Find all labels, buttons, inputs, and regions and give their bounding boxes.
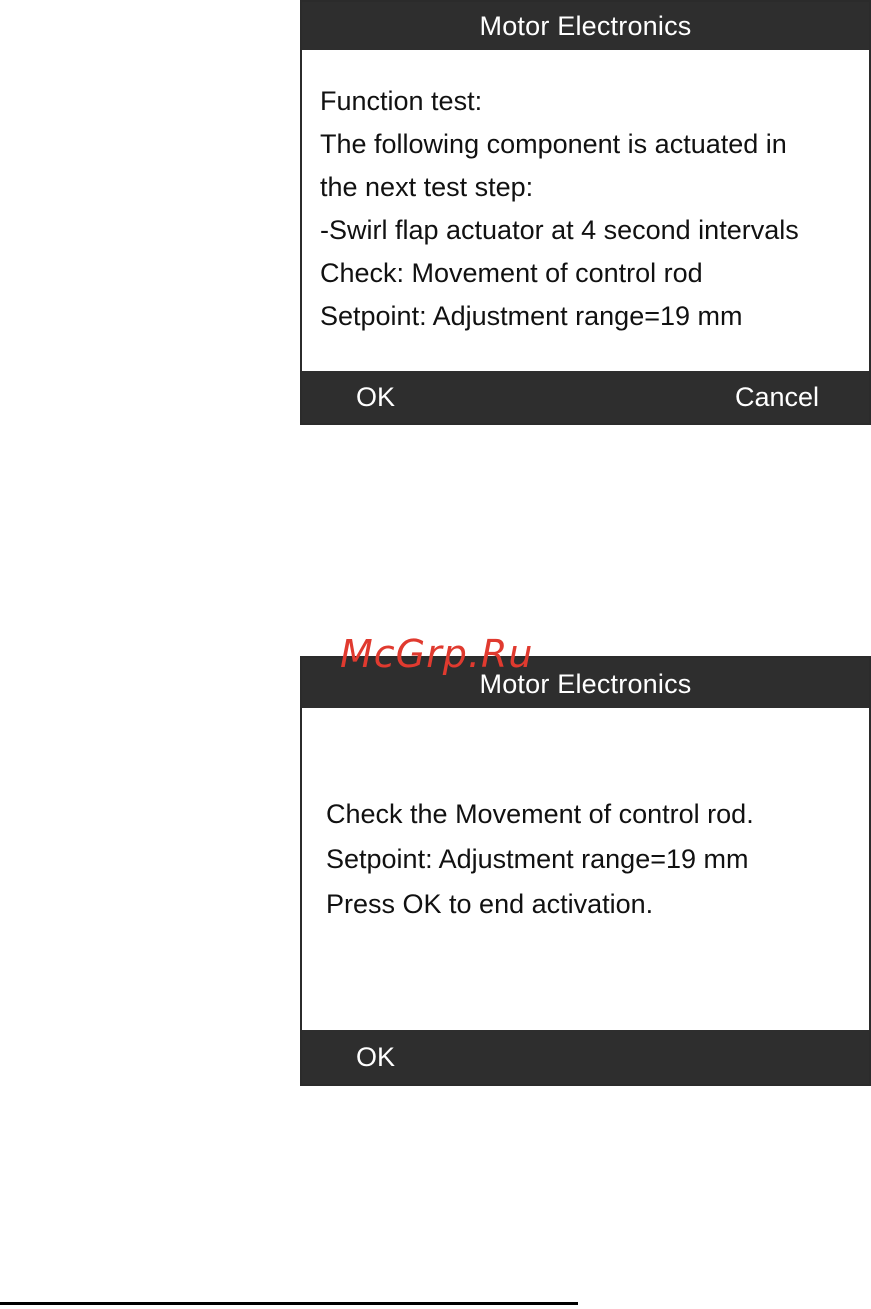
message-line: Function test: xyxy=(320,86,483,116)
cancel-button[interactable]: Cancel xyxy=(734,382,819,412)
page-divider xyxy=(0,1302,578,1305)
dialog-message xyxy=(326,792,863,927)
message-line: Check: Movement of control rod xyxy=(320,258,703,288)
message-line: the next test step: xyxy=(320,172,534,202)
watermark-text: McGrp.Ru xyxy=(340,632,534,676)
dialog-title: Motor Electronics xyxy=(302,2,869,50)
dialog-footer xyxy=(302,371,869,423)
message-line: Check the Movement of control rod. xyxy=(326,799,754,829)
dialog-footer xyxy=(302,1030,869,1084)
ok-button[interactable]: OK xyxy=(356,382,396,412)
message-line: Press OK to end activation. xyxy=(326,889,654,919)
dialog-message xyxy=(320,80,863,338)
message-line: Setpoint: Adjustment range=19 mm xyxy=(320,301,743,331)
message-line: The following component is actuated in xyxy=(320,129,787,159)
activation-dialog xyxy=(300,656,871,1086)
message-line: -Swirl flap actuator at 4 second intervals xyxy=(320,215,799,245)
ok-button[interactable]: OK xyxy=(356,1042,396,1072)
function-test-dialog xyxy=(300,0,871,425)
dialog-title: Motor Electronics xyxy=(302,658,869,708)
message-line: Setpoint: Adjustment range=19 mm xyxy=(326,844,749,874)
